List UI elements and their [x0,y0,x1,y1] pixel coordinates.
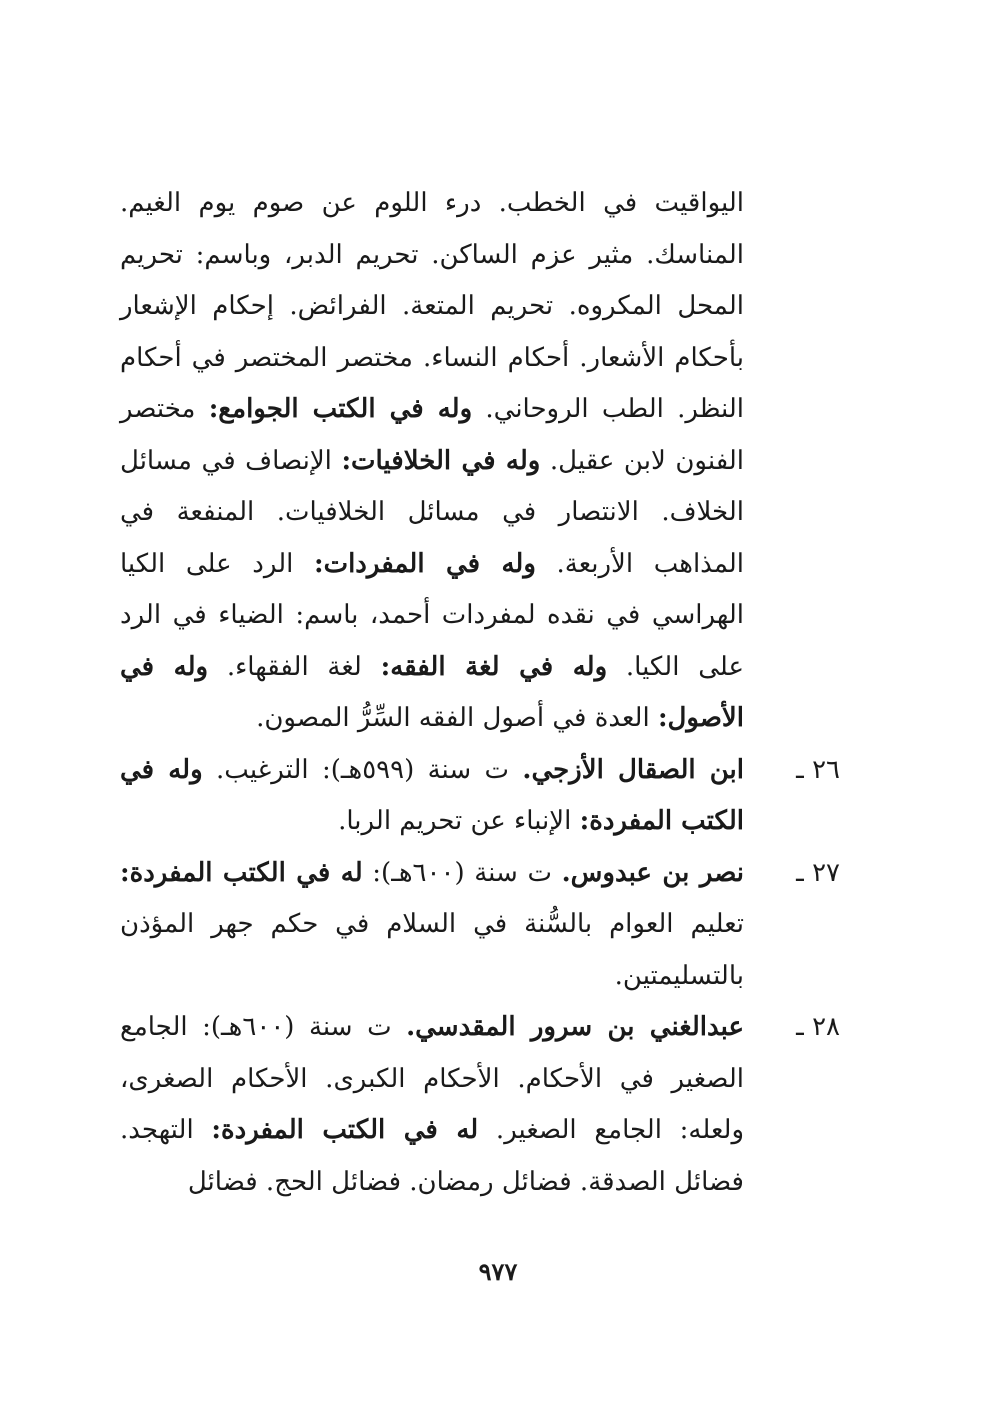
section-heading: له في الكتب المفردة: [211,1115,479,1145]
section-heading-lughat-alfiqh: وله في لغة الفقه: [380,651,608,682]
entry-number: ٢٨ ـ [796,1012,840,1042]
author-name: عبدالغني بن سرور المقدسي. [406,1012,744,1042]
text-segment: لغة الفقهاء. [208,651,381,682]
section-heading: وله في الكتب المفردة: [120,754,744,836]
text-segment: تعليم العوام بالسُّنة في السلام في حكم جهر المؤذن بالتسليمتين. [120,909,744,991]
text-segment: ت سنة (٦٠٠هـ): [362,857,562,888]
author-name: نصر بن عبدوس. [561,857,744,888]
text-segment: ت سنة (٥٩٩هـ): الترغيب. [202,754,523,785]
page-number: ٩٧٧ [478,1257,518,1286]
intro-paragraph [120,178,744,745]
section-heading: له في الكتب المفردة: [120,857,363,888]
author-name: ابن الصقال الأزجي. [522,754,744,785]
section-heading-mufradat: وله في المفردات: [314,548,536,579]
main-text-block [120,178,840,1208]
text-segment: اليواقيت في الخطب. درء اللوم عن صوم يوم الغيم. المناسك. مثير عزم الساكن. تحريم الدبر، وباسم: تحريم المحل المكروه. تحريم المتعة. الفرائض. إحكام الإشعار بأحكام الأشعار. أحكام النساء. مختصر المختصر في أحكام النظر. الطب الروحاني. [120,188,745,424]
text-segment: الرد على الكيا الهراسي في نقده لمفردات أحمد، باسم: الضياء في الرد على الكيا. [120,548,744,682]
text-segment: العدة في أصول الفقه السِّرُّ المصون. [256,703,658,733]
entry-28 [120,1002,840,1208]
entry-26 [120,745,840,848]
section-heading-jawami: وله في الكتب الجوامع: [208,394,473,424]
section-heading-usul: وله في الأصول: [120,651,744,733]
text-segment: الإنباء عن تحريم الربا. [338,806,580,836]
entry-27 [120,848,840,1003]
text-segment: الإنصاف في مسائل الخلاف. الانتصار في مسائل الخلافيات. المنفعة في المذاهب الأربعة. [120,445,745,579]
entry-number: ٢٦ ـ [796,754,840,785]
entry-number: ٢٧ ـ [796,857,840,888]
text-segment: التهجد. فضائل الصدقة. فضائل رمضان. فضائل الحج. فضائل [120,1115,744,1197]
text-segment: ت سنة (٦٠٠هـ): الجامع الصغير في الأحكام. الأحكام الكبرى. الأحكام الصغرى، ولعله: الجامع الصغير. [120,1012,744,1145]
section-heading-khilafiyat: وله في الخلافيات: [341,445,541,476]
text-segment: مختصر الفنون لابن عقيل. [120,394,744,476]
